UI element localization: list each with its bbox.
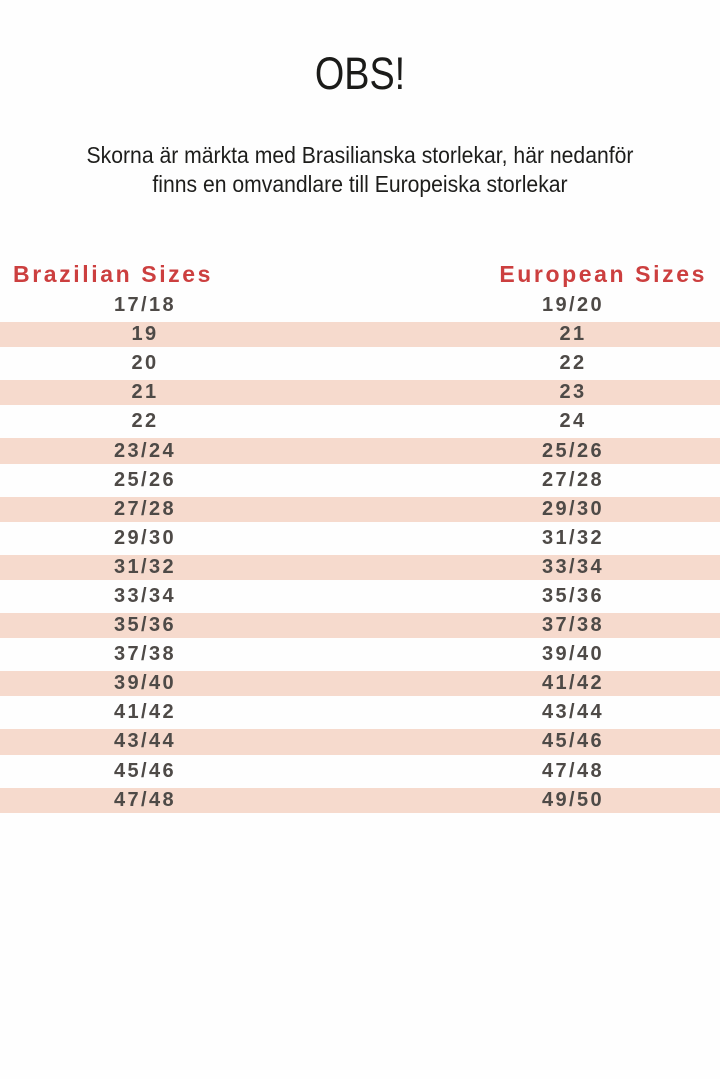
brazilian-size-cell: 19 (131, 323, 159, 346)
page-title: OBS! (314, 48, 406, 99)
european-size-cell: 43/44 (541, 701, 605, 724)
brazilian-size-cell: 39/40 (113, 672, 177, 695)
european-size-cell: 41/42 (541, 672, 605, 695)
european-size-cell: 33/34 (541, 555, 605, 578)
table-row (0, 466, 720, 495)
subtitle-line-1: Skorna är märkta med Brasilianska storlekar, här nedanför (86, 142, 634, 168)
table-row (0, 553, 720, 582)
table-row (0, 582, 720, 611)
brazilian-size-cell: 35/36 (113, 614, 177, 637)
european-size-cell: 19/20 (541, 294, 605, 317)
page-subtitle (29, 141, 691, 199)
subtitle-line-2: finns en omvandlare till Europeiska storlekar (152, 171, 568, 197)
table-row (0, 611, 720, 640)
european-size-cell: 37/38 (541, 614, 605, 637)
european-size-cell: 29/30 (541, 497, 605, 520)
table-row (0, 495, 720, 524)
european-size-cell: 31/32 (541, 526, 605, 549)
table-row (0, 524, 720, 553)
european-size-cell: 23 (559, 381, 587, 404)
brazilian-size-cell: 27/28 (113, 497, 177, 520)
european-size-cell: 35/36 (541, 584, 605, 607)
table-row (0, 698, 720, 727)
european-size-cell: 22 (559, 352, 587, 375)
table-header-row (0, 260, 720, 288)
table-row (0, 320, 720, 349)
table-row (0, 757, 720, 786)
brazilian-size-cell: 29/30 (113, 526, 177, 549)
brazilian-size-cell: 17/18 (113, 294, 177, 317)
table-row (0, 436, 720, 465)
size-table-rows (0, 291, 720, 815)
european-size-cell: 39/40 (541, 643, 605, 666)
european-size-cell: 47/48 (541, 759, 605, 782)
brazilian-size-cell: 37/38 (113, 643, 177, 666)
table-row (0, 727, 720, 756)
brazilian-size-cell: 43/44 (113, 730, 177, 753)
european-size-cell: 21 (559, 323, 587, 346)
brazilian-size-cell: 25/26 (113, 468, 177, 491)
table-row (0, 786, 720, 815)
brazilian-size-cell: 47/48 (113, 788, 177, 811)
european-size-cell: 27/28 (541, 468, 605, 491)
table-row (0, 640, 720, 669)
column-header-european: European Sizes (499, 260, 707, 287)
table-row (0, 378, 720, 407)
brazilian-size-cell: 21 (131, 381, 159, 404)
table-row (0, 669, 720, 698)
brazilian-size-cell: 45/46 (113, 759, 177, 782)
table-row (0, 349, 720, 378)
brazilian-size-cell: 22 (131, 410, 159, 433)
european-size-cell: 25/26 (541, 439, 605, 462)
european-size-cell: 45/46 (541, 730, 605, 753)
european-size-cell: 24 (559, 410, 587, 433)
european-size-cell: 49/50 (541, 788, 605, 811)
brazilian-size-cell: 23/24 (113, 439, 177, 462)
brazilian-size-cell: 20 (131, 352, 159, 375)
brazilian-size-cell: 31/32 (113, 555, 177, 578)
brazilian-size-cell: 33/34 (113, 584, 177, 607)
brazilian-size-cell: 41/42 (113, 701, 177, 724)
column-header-brazilian: Brazilian Sizes (13, 260, 214, 287)
table-row (0, 407, 720, 436)
table-row (0, 291, 720, 320)
